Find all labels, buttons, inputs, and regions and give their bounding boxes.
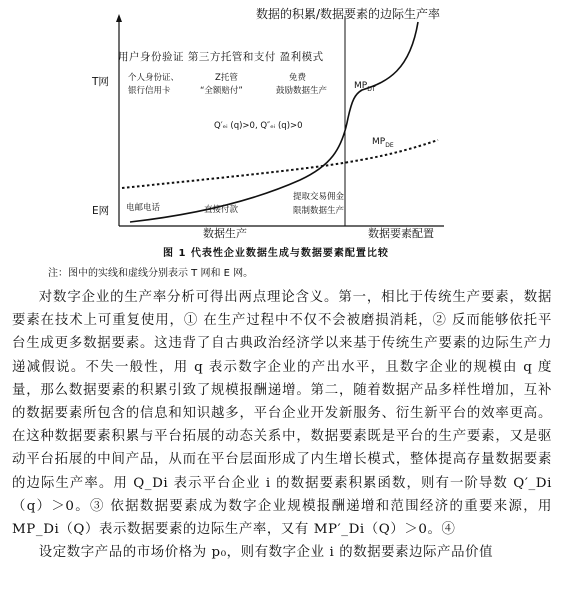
body-text bbox=[12, 286, 552, 564]
mp-t-label: $MP_{DT}$ bbox=[354, 81, 376, 93]
col2-line1: Z托管 bbox=[215, 73, 238, 83]
derivative-label: Q′ₑᵢ (q)>0, Q″ₑᵢ (q)>0 bbox=[214, 121, 303, 131]
e-net-label: E网 bbox=[92, 205, 110, 217]
col2-line2: “全额赔付” bbox=[200, 86, 243, 96]
telecom-label: 电邮电话 bbox=[126, 203, 161, 213]
mp-t-subscript: DT bbox=[367, 85, 376, 93]
figure-caption: 图 1 代表性企业数据生成与数据要素配置比较 bbox=[163, 248, 389, 259]
x-left-label: 数据生产 bbox=[203, 227, 247, 240]
t-net-label: T网 bbox=[92, 76, 109, 88]
y-axis-label: 数据的积累/数据要素的边际生产率 bbox=[256, 7, 441, 21]
col3-line1: 免费 bbox=[289, 73, 307, 83]
figure-header: 用户身份验证 第三方托管和支付 盈利模式 bbox=[118, 51, 324, 63]
figure-note: 注：图中的实线和虚线分别表示 T 网和 E 网。 bbox=[48, 268, 254, 279]
x-right-label: 数据要素配置 bbox=[368, 227, 434, 240]
mp-e-subscript: DE bbox=[385, 141, 394, 149]
direct-pay-label: 直接付款 bbox=[204, 205, 239, 215]
extract-line1: 提取交易佣金 bbox=[293, 192, 345, 202]
y-axis-arrow bbox=[116, 14, 122, 22]
paragraph-1: 对数字企业的生产率分析可得出两点理论含义。第一，相比于传统生产要素，数据要素在技术上可重复使用，① 在生产过程中不仅不会被磨损消耗，② 反而能够依托平台生成更多数据要素。这违背了自古典政治经济学以来基于传统生产要素的边际生产力递减假说。不失一般性，用 q 表示数字企业的产出水平，且数字企业的规模由 q 度量，那么数据要素的积累引致了规模报酬递增。第二，随着数据产品多样性增加，互补的数据要素所包含的信息和知识越多，平台企业开发新服务、衍生新平台的效率更高。在这种数据要素积累与平台拓展的动态关系中，数据要素既是平台的生产要素，又是驱动平台拓展的中间产品，从而在平台层面形成了内生增长模式，整体提高存量数据要素的边际生产率。用 Q_Di 表示平台企业 i 的数据要素积累函数，则有一阶导数 Q′_Di（q）＞0。③ 依据数据要素成为数字企业规模报酬递增和范围经济的重要来源，用 MP_Di（Q）表示数据要素的边际生产率，又有 MP′_Di（Q）＞0。④ bbox=[12, 290, 552, 538]
col3-line2: 鼓励数据生产 bbox=[276, 86, 328, 96]
mp-e-label: $MP_{DE}$ bbox=[372, 137, 394, 149]
extract-line2: 限制数据生产 bbox=[293, 206, 345, 216]
col1-line2: 银行信用卡 bbox=[128, 86, 171, 96]
col1-line1: 个人身份证、 bbox=[128, 73, 180, 83]
paragraph-2: 设定数字产品的市场价格为 p₀，则有数字企业 i 的数据要素边际产品价值 bbox=[38, 545, 494, 561]
